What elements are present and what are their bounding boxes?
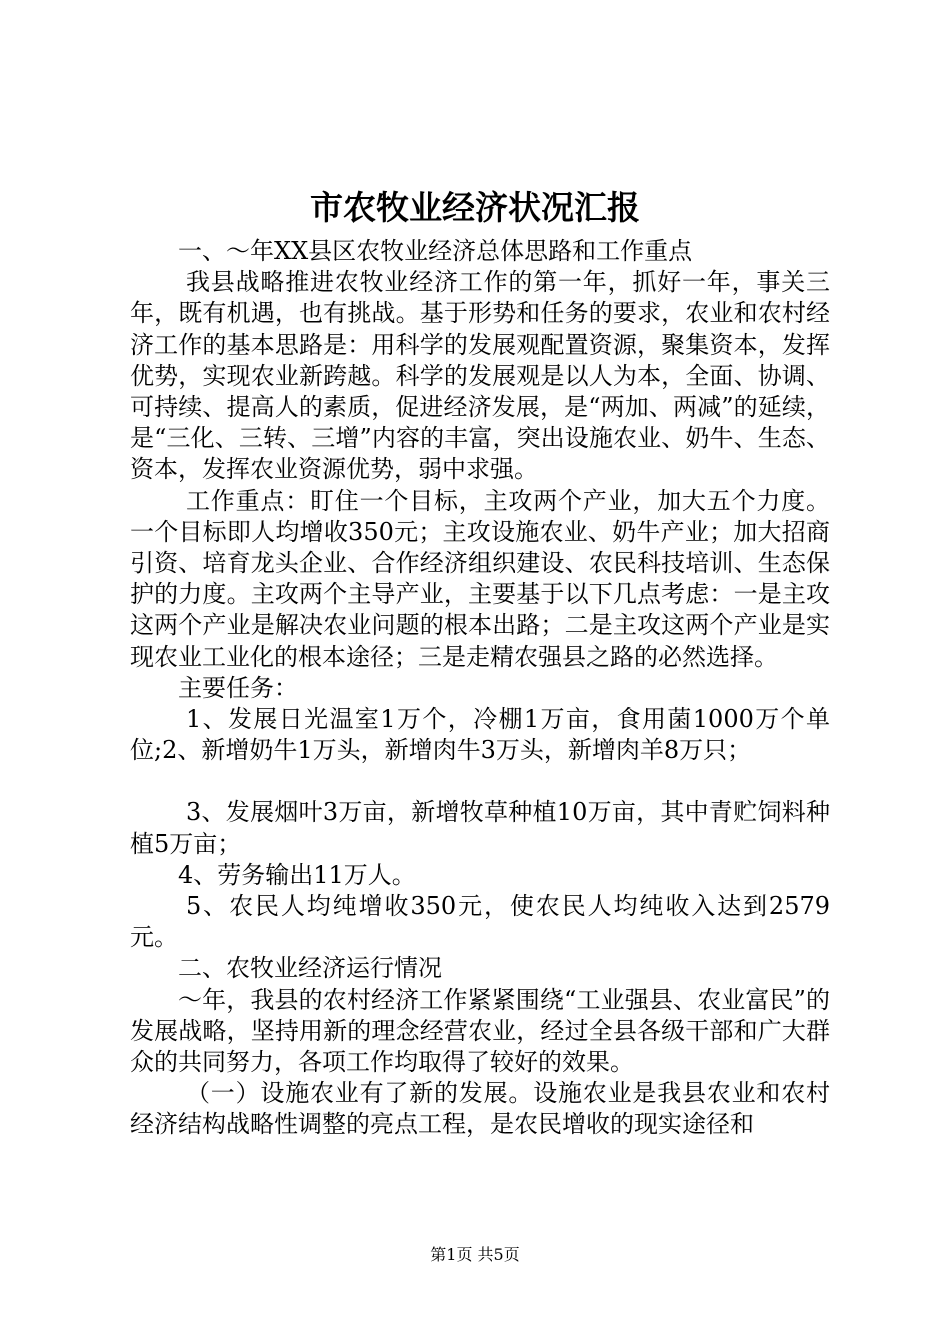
section-heading-1: 一、～年XX县区农牧业经济总体思路和工作重点: [178, 237, 693, 265]
task-item-4: 4、劳务输出11万人。: [178, 860, 416, 889]
task-item-3: 3、发展烟叶3万亩，新增牧草种植10万亩，其中青贮饲料种植5万亩；: [130, 798, 830, 858]
paragraph-strategy: 我县战略推进农牧业经济工作的第一年，抓好一年，事关三年，既有机遇，也有挑战。基于形势和任务的要求，农业和农村经济工作的基本思路是：用科学的发展观配置资源，聚集资本，发挥优势，实现农业新跨越。科学的发展观是以人为本，全面、协调、可持续、提高人的素质，促进经济发展，是“两加、两减”的延续，是“三化、三转、三增”内容的丰富，突出设施农业、奶牛、生态、资本，发挥农业资源优势，弱中求强。: [130, 268, 830, 484]
blank-line: [130, 766, 830, 797]
document-body: [130, 236, 830, 1141]
task-item-5: 5、农民人均纯增收350元，使农民人均纯收入达到2579元。: [130, 892, 830, 952]
document-title: 市农牧业经济状况汇报: [310, 188, 640, 227]
task-item-1-2: 1、发展日光温室1万个，冷棚1万亩，食用菌1000万个单位;2、新增奶牛1万头，新增肉牛3万头，新增肉羊8万只；: [130, 705, 830, 765]
paragraph-facility-agriculture: （一）设施农业有了新的发展。设施农业是我县农业和农村经济结构战略性调整的亮点工程，是农民增收的现实途径和: [130, 1079, 830, 1139]
page-footer: 第1页 共5页: [430, 1245, 520, 1264]
section-heading-2: 二、农牧业经济运行情况: [178, 954, 442, 983]
paragraph-main-tasks-label: 主要任务：: [178, 673, 298, 702]
paragraph-work-focus: 工作重点：盯住一个目标，主攻两个产业，加大五个力度。一个目标即人均增收350元；主攻设施农业、奶牛产业；加大招商引资、培育龙头企业、合作经济组织建设、农民科技培训、生态保护的力度。主攻两个主导产业，主要基于以下几点考虑：一是主攻这两个产业是解决农业问题的根本出路；二是主攻这两个产业是实现农业工业化的根本途径；三是走精农强县之路的必然选择。: [130, 486, 830, 671]
paragraph-operation-summary: ～年，我县的农村经济工作紧紧围绕“工业强县、农业富民”的发展战略，坚持用新的理念经营农业，经过全县各级干部和广大群众的共同努力，各项工作均取得了较好的效果。: [130, 985, 830, 1077]
